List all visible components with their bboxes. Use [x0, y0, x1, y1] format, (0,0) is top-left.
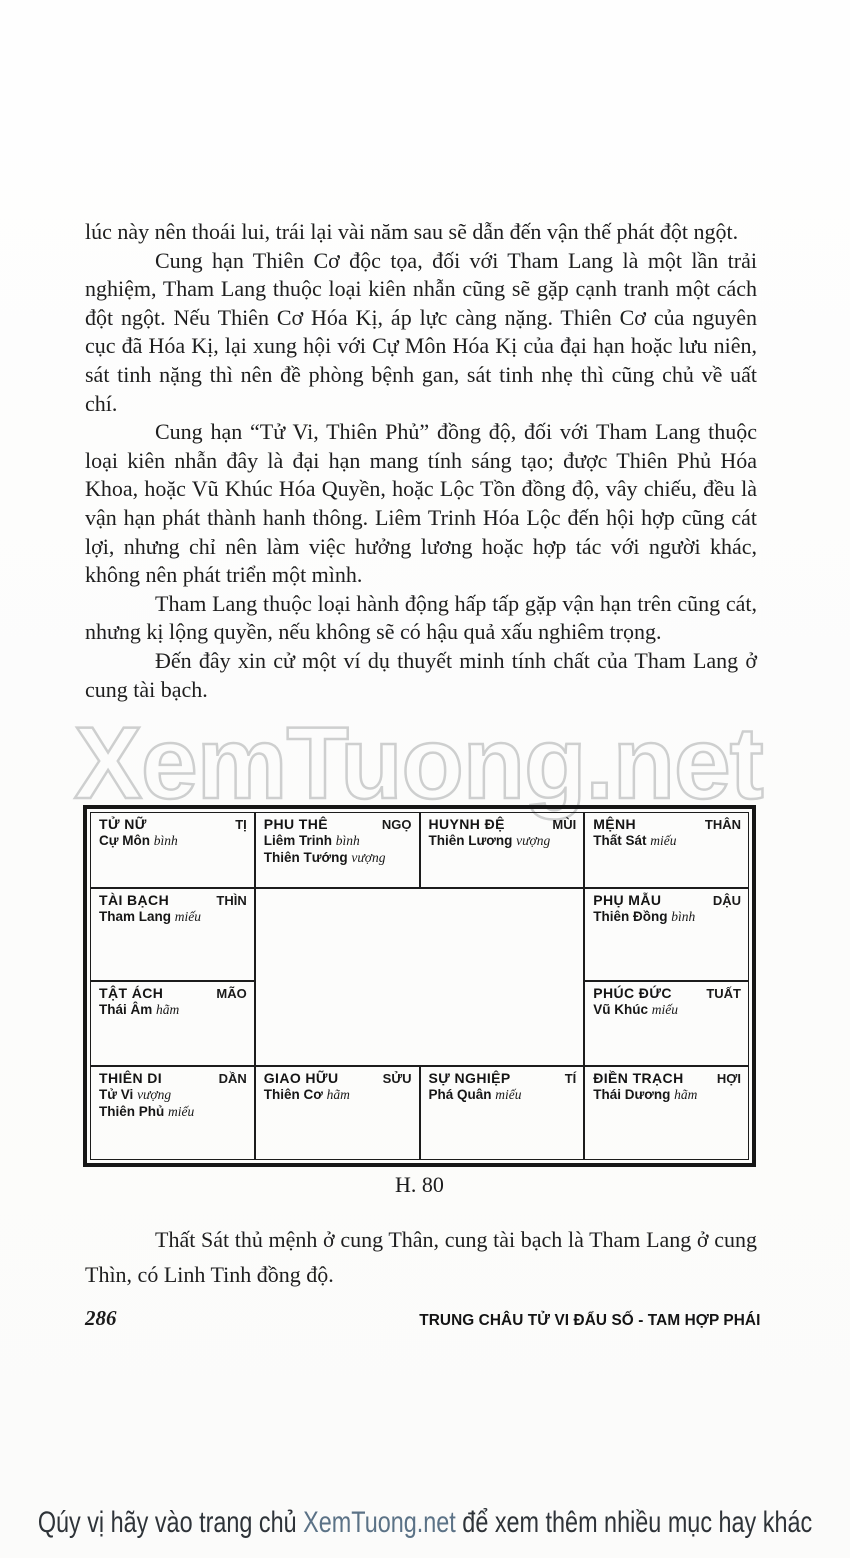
- star-entry: Liêm Trinh bình: [263, 833, 360, 848]
- chart-center-empty: [255, 888, 585, 1066]
- palace-cell-mui: [420, 812, 585, 888]
- palace-cell-ngo: [255, 812, 420, 888]
- star-entry: Thiên Đồng bình: [593, 909, 696, 924]
- palace-name: HUYNH ĐỆ: [428, 816, 505, 832]
- paragraph: Đến đây xin cử một ví dụ thuyết minh tính chất của Tham Lang ở cung tài bạch.: [85, 647, 757, 702]
- star-entry: Thiên Phủ miếu: [99, 1104, 195, 1119]
- star-entry: Cự Môn bình: [99, 833, 178, 848]
- banner-text-suffix: để xem thêm nhiều mục hay khác: [455, 1506, 813, 1539]
- palace-cell-ti: [90, 812, 255, 888]
- star-entry: Thái Âm hãm: [99, 1002, 180, 1017]
- palace-cell-dan: [90, 1066, 255, 1160]
- star-entry: Thiên Cơ hãm: [263, 1087, 350, 1102]
- body-text-block: [85, 218, 757, 704]
- palace-name: TỬ NỮ: [99, 816, 147, 832]
- figure-caption: H. 80: [395, 1172, 444, 1197]
- palace-name: TÀI BẠCH: [99, 892, 170, 908]
- promo-banner: [38, 1506, 812, 1540]
- branch-name: THÂN: [704, 817, 741, 832]
- paragraph: Cung hạn Thiên Cơ độc tọa, đối với Tham Lang là một lần trải nghiệm, Tham Lang thuộc loại kiên nhẫn cũng sẽ gặp cạnh tranh một cách đột ngột. Nếu Thiên Cơ Hóa Kị, áp lực càng nặng. Thiên Cơ của nguyên cục đã Hóa Kị, lại xung hội với Cự Môn Hóa Kị của đại hạn hoặc lưu niên, sát tinh nặng thì nên đề phòng bệnh gan, sát tinh nhẹ thì cũng chủ về uất chí.: [85, 247, 757, 416]
- palace-name: PHÚC ĐỨC: [593, 985, 672, 1001]
- palace-name: GIAO HỮU: [263, 1070, 339, 1086]
- palace-cell-thin: [90, 888, 255, 981]
- page-footer: [85, 1306, 760, 1331]
- branch-name: MÙI: [552, 817, 577, 832]
- palace-cell-dau: [584, 888, 749, 981]
- palace-name: ĐIỀN TRẠCH: [593, 1070, 684, 1086]
- paragraph: Tham Lang thuộc loại hành động hấp tấp gặp vận hạn trên cũng cát, nhưng kị lộng quyền, nếu không sẽ có hậu quả xấu nghiêm trọng.: [85, 590, 757, 645]
- star-entry: Tử Vi vượng: [99, 1087, 172, 1102]
- chart-grid: [90, 812, 749, 1160]
- palace-name: PHỤ MẪU: [593, 892, 662, 908]
- star-entry: Vũ Khúc miếu: [593, 1002, 679, 1017]
- star-entry: Thất Sát miếu: [593, 833, 677, 848]
- branch-name: MÃO: [216, 986, 247, 1001]
- branch-name: TỊ: [235, 817, 247, 832]
- palace-name: SỰ NGHIỆP: [428, 1070, 511, 1086]
- branch-name: THÌN: [216, 893, 247, 908]
- star-entry: Thiên Lương vượng: [428, 833, 551, 848]
- xemtuong-watermark: XemTuong.net: [74, 706, 763, 820]
- palace-name: THIÊN DI: [99, 1070, 163, 1086]
- tu-vi-chart: [83, 805, 756, 1167]
- branch-name: TUẤT: [706, 986, 741, 1001]
- banner-text-prefix: Qúy vị hãy vào trang chủ: [37, 1506, 304, 1539]
- star-entry: Phá Quân miếu: [428, 1087, 522, 1102]
- palace-name: PHU THÊ: [263, 816, 328, 832]
- paragraph: lúc này nên thoái lui, trái lại vài năm sau sẽ dẫn đến vận thế phát đột ngột.: [85, 219, 739, 244]
- palace-cell-ty: [420, 1066, 585, 1160]
- branch-name: DẦN: [218, 1071, 247, 1086]
- star-entry: Tham Lang miếu: [99, 909, 202, 924]
- palace-cell-tuat: [584, 981, 749, 1066]
- star-entry: Thiên Tướng vượng: [263, 850, 386, 865]
- banner-site-link[interactable]: XemTuong.net: [303, 1506, 456, 1539]
- branch-name: NGỌ: [381, 817, 412, 832]
- palace-cell-mao: [90, 981, 255, 1066]
- paragraph: Cung hạn “Tử Vi, Thiên Phủ” đồng độ, đối với Tham Lang thuộc loại kiên nhẫn đây là đại hạn mang tính sáng tạo; được Thiên Phủ Hóa Khoa, hoặc Vũ Khúc Hóa Quyền, hoặc Lộc Tồn đồng độ, vây chiếu, đều là vận hạn phát thành hanh thông. Liêm Trinh Hóa Lộc đến hội hợp cũng cát lợi, nhưng chỉ nên làm việc hưởng lương hoặc hợp tác với người khác, không nên phát triển một mình.: [85, 419, 757, 588]
- palace-name: TẬT ÁCH: [99, 985, 164, 1001]
- palace-cell-than: [584, 812, 749, 888]
- running-book-title: TRUNG CHÂU TỬ VI ĐẨU SỐ - TAM HỢP PHÁI: [418, 1312, 760, 1329]
- page-number: 286: [85, 1306, 117, 1330]
- palace-cell-hoi: [584, 1066, 749, 1160]
- branch-name: TÍ: [564, 1071, 577, 1086]
- branch-name: SỬU: [382, 1071, 412, 1086]
- after-table-text: [85, 1222, 757, 1292]
- paragraph: Thất Sát thủ mệnh ở cung Thân, cung tài bạch là Tham Lang ở cung Thìn, có Linh Tinh đồng độ.: [85, 1227, 757, 1287]
- star-entry: Thái Dương hãm: [593, 1087, 698, 1102]
- palace-cell-suu: [255, 1066, 420, 1160]
- palace-name: MỆNH: [593, 816, 637, 832]
- branch-name: HỢI: [716, 1071, 741, 1086]
- branch-name: DẬU: [712, 893, 741, 908]
